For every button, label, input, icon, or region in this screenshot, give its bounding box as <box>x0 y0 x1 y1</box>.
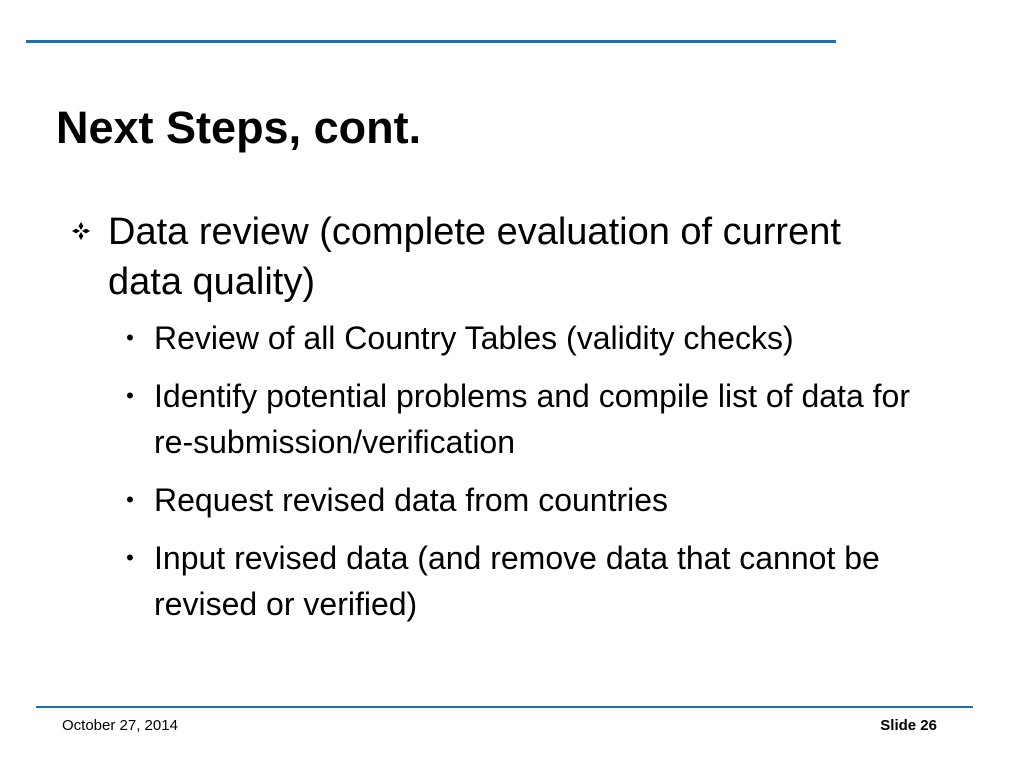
bullet-text: Data review (complete evaluation of current data quality) <box>108 211 841 303</box>
footer-date: October 27, 2014 <box>62 717 178 734</box>
slide-title: Next Steps, cont. <box>56 102 422 153</box>
sub-bullet-text: Request revised data from countries <box>154 482 669 518</box>
diamond-cluster-icon <box>71 221 91 241</box>
sub-bullet-item <box>0 535 924 627</box>
sub-bullet-text: Review of all Country Tables (validity checks) <box>154 320 794 356</box>
bullet-dot-icon: • <box>126 383 134 408</box>
bullet-dot-icon: • <box>126 487 134 512</box>
sub-bullet-item <box>0 373 924 465</box>
sub-bullet-list <box>0 315 1024 627</box>
bullet-dot-icon: • <box>126 545 134 570</box>
slide-body <box>0 207 1024 639</box>
bullet-item <box>0 207 868 307</box>
slide-number: Slide 26 <box>880 717 937 734</box>
top-divider <box>26 40 836 43</box>
bullet-dot-icon: • <box>126 325 134 350</box>
sub-bullet-item <box>0 477 924 523</box>
footer-divider <box>36 706 973 708</box>
sub-bullet-text: Identify potential problems and compile list of data for re-submission/verification <box>154 378 910 460</box>
sub-bullet-text: Input revised data (and remove data that cannot be revised or verified) <box>154 540 880 622</box>
sub-bullet-item <box>0 315 924 361</box>
